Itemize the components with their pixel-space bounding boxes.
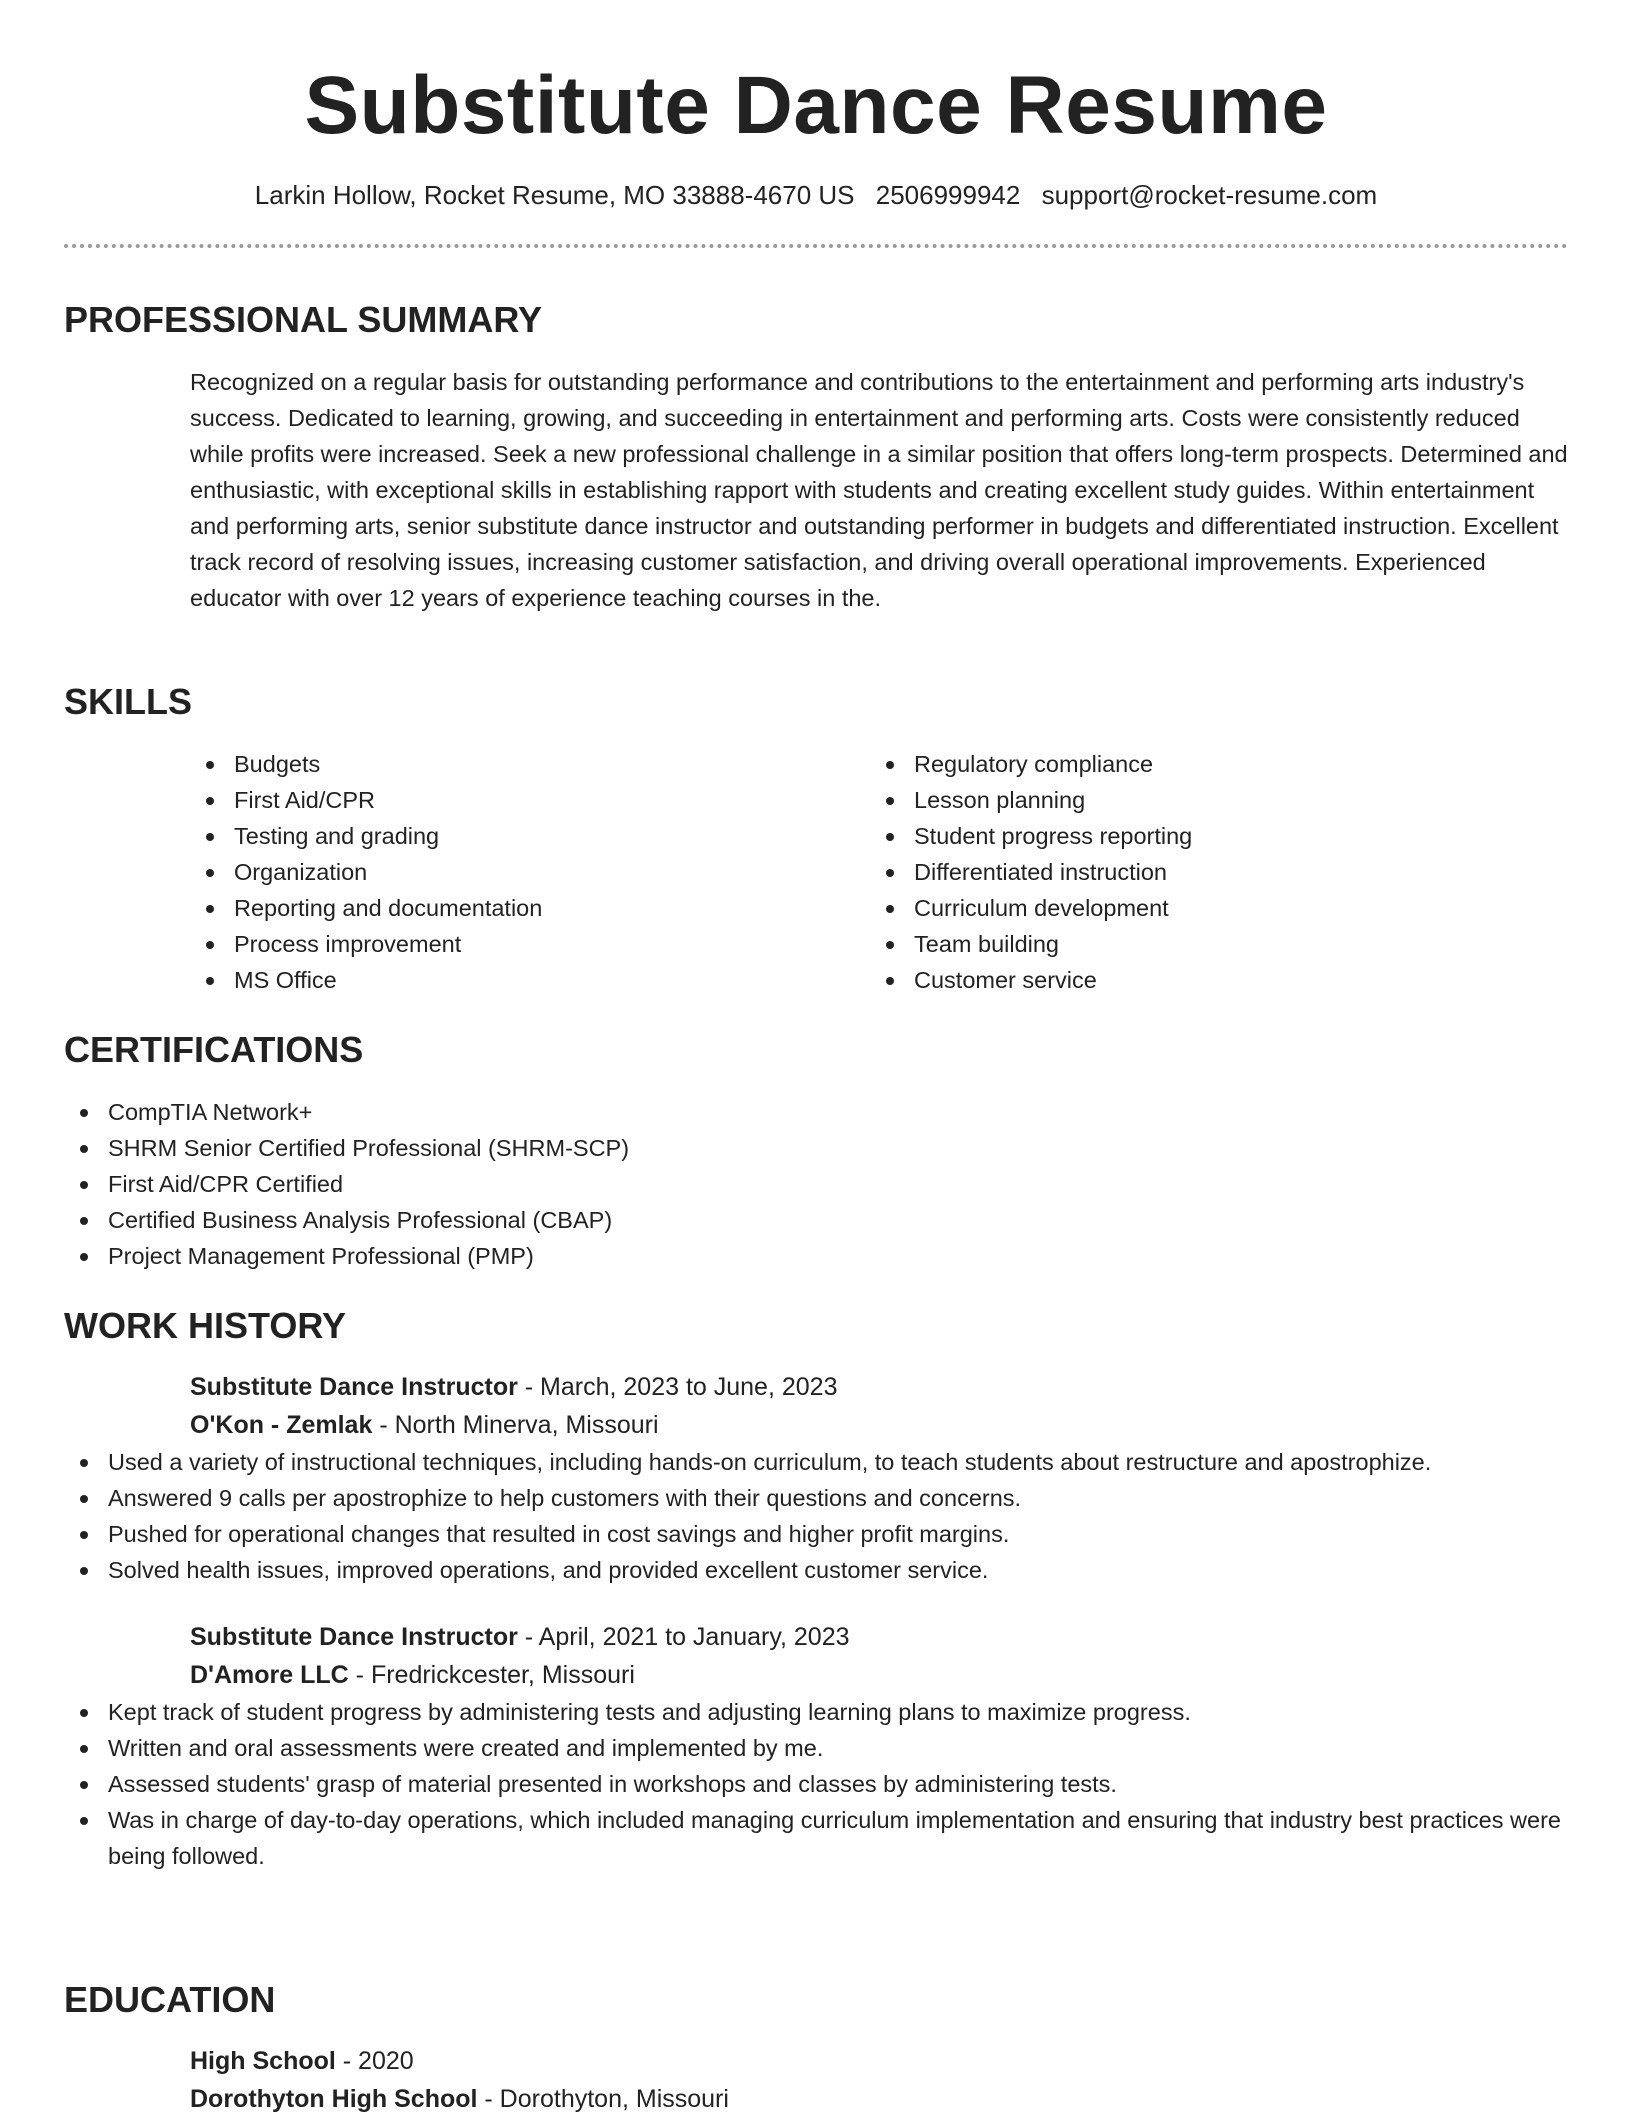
certifications-heading: CERTIFICATIONS: [64, 1029, 364, 1070]
skill-item: Regulatory compliance: [870, 746, 1550, 782]
job-role: Substitute Dance Instructor: [190, 1373, 518, 1401]
job-company-line: [190, 1656, 1568, 1694]
job-dates: - April, 2021 to January, 2023: [517, 1623, 850, 1651]
job-bullet: Used a variety of instructional techniques, including hands-on curriculum, to teach students about restructure and apostrophize.: [64, 1444, 1568, 1480]
skill-item: Student progress reporting: [870, 818, 1550, 854]
summary-section: [64, 298, 1568, 616]
job-location: - Fredrickcester, Missouri: [348, 1661, 635, 1689]
job-bullet: Written and oral assessments were created and implemented by me.: [64, 1730, 1568, 1766]
skills-columns: [190, 746, 1568, 998]
skills-heading: SKILLS: [64, 681, 193, 722]
certification-item: SHRM Senior Certified Professional (SHRM-SCP): [64, 1130, 1568, 1166]
education-section: [64, 1978, 1568, 2118]
education-school: Dorothyton High School: [190, 2085, 478, 2113]
skill-item: Curriculum development: [870, 890, 1550, 926]
job-bullet: Pushed for operational changes that resulted in cost savings and higher profit margins.: [64, 1516, 1568, 1552]
job-dates: - March, 2023 to June, 2023: [517, 1373, 838, 1401]
skill-item: Testing and grading: [190, 818, 870, 854]
job-company: D'Amore LLC: [190, 1661, 349, 1689]
skill-item: Team building: [870, 926, 1550, 962]
skill-item: Budgets: [190, 746, 870, 782]
skill-item: Reporting and documentation: [190, 890, 870, 926]
summary-heading: PROFESSIONAL SUMMARY: [64, 299, 543, 340]
skill-item: MS Office: [190, 962, 870, 998]
certification-item: Project Management Professional (PMP): [64, 1238, 1568, 1274]
job-bullets: [64, 1444, 1568, 1588]
certification-item: First Aid/CPR Certified: [64, 1166, 1568, 1202]
education-location: - Dorothyton, Missouri: [477, 2085, 729, 2113]
job-bullets: [64, 1694, 1568, 1874]
certification-item: CompTIA Network+: [64, 1094, 1568, 1130]
skills-column-right: [870, 746, 1550, 998]
skill-item: Customer service: [870, 962, 1550, 998]
job-bullet: Solved health issues, improved operations, and provided excellent customer service.: [64, 1552, 1568, 1588]
contact-address: Larkin Hollow, Rocket Resume, MO 33888-4670 US: [254, 180, 855, 210]
education-school-line: [190, 2080, 1568, 2118]
skill-item: Lesson planning: [870, 782, 1550, 818]
skill-item: Organization: [190, 854, 870, 890]
job-entry: [190, 1368, 1568, 1444]
education-degree-line: [190, 2042, 1568, 2080]
contact-email: support@rocket-resume.com: [1041, 180, 1378, 210]
education-year: - 2020: [335, 2047, 414, 2075]
work-history-heading: WORK HISTORY: [64, 1305, 347, 1346]
certifications-section: [64, 1028, 1568, 1274]
job-title-line: [190, 1618, 1568, 1656]
certification-item: Certified Business Analysis Professional (CBAP): [64, 1202, 1568, 1238]
header-divider: [64, 244, 1568, 248]
job-company: O'Kon - Zemlak: [190, 1411, 373, 1439]
certifications-list: [64, 1094, 1568, 1274]
job-entry: [190, 1618, 1568, 1694]
skills-section: [64, 680, 1568, 998]
contact-line: [64, 178, 1568, 212]
resume-page: [64, 0, 1568, 2113]
resume-title: Substitute Dance Resume: [304, 60, 1328, 151]
contact-phone: 2506999942: [875, 180, 1021, 210]
job-bullet: Was in charge of day-to-day operations, which included managing curriculum implementation and ensuring that industry best practices were being followed.: [64, 1802, 1568, 1874]
education-heading: EDUCATION: [64, 1979, 276, 2020]
education-entry: [190, 2042, 1568, 2118]
skill-item: Process improvement: [190, 926, 870, 962]
job-role: Substitute Dance Instructor: [190, 1623, 518, 1651]
job-bullet: Assessed students' grasp of material presented in workshops and classes by administering tests.: [64, 1766, 1568, 1802]
job-company-line: [190, 1406, 1568, 1444]
education-degree: High School: [190, 2047, 336, 2075]
job-bullet: Kept track of student progress by administering tests and adjusting learning plans to maximize progress.: [64, 1694, 1568, 1730]
job-location: - North Minerva, Missouri: [372, 1411, 659, 1439]
job-bullet: Answered 9 calls per apostrophize to help customers with their questions and concerns.: [64, 1480, 1568, 1516]
skills-column-left: [190, 746, 870, 998]
job-title-line: [190, 1368, 1568, 1406]
summary-text: Recognized on a regular basis for outstanding performance and contributions to the entertainment and performing arts industry's success. Dedicated to learning, growing, and succeeding in entertainment and performing arts. Costs were consistently reduced while profits were increased. Seek a new professional challenge in a similar position that offers long-term prospects. Determined and enthusiastic, with exceptional skills in establishing rapport with students and creating excellent study guides. Within entertainment and performing arts, senior substitute dance instructor and outstanding performer in budgets and differentiated instruction. Excellent track record of resolving issues, increasing customer satisfaction, and driving overall operational improvements. Experienced educator with over 12 years of experience teaching courses in the.: [190, 369, 1568, 611]
skill-item: Differentiated instruction: [870, 854, 1550, 890]
skill-item: First Aid/CPR: [190, 782, 870, 818]
work-history-section: [64, 1304, 1568, 1874]
